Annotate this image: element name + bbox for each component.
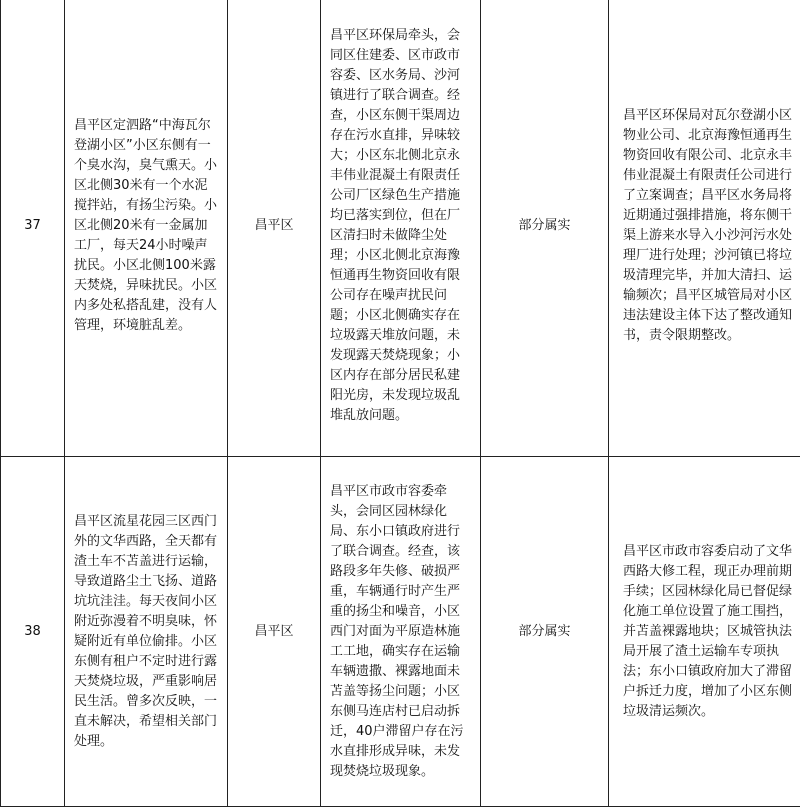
table-row [1,457,800,807]
handling-cell [609,457,800,807]
row-number [1,0,65,457]
issue-cell [65,457,228,807]
handling-text: 昌平区环保局对瓦尔登湖小区物业公司、北京海豫恒通再生物资回收有限公司、北京永丰伟业混凝土有限责任公司进行了立案调查；昌平区水务局将近期通过强排措施，将东侧干渠上游来水导入小沙河污水处理厂进行处理；沙河镇已将垃圾清理完毕，并加大清扫、运输频次；昌平区城管局对小区违法建设主体下达了整改通知书，责令限期整改。 [623,106,792,346]
status-cell [481,457,609,807]
row-number-text: 37 [24,218,41,233]
district-text: 昌平区 [254,624,293,639]
status-text: 部分属实 [518,624,570,639]
row-number-text: 38 [24,624,41,639]
issue-cell [65,0,228,457]
table-row [1,0,800,457]
investigation-text: 昌平区环保局牵头，会同区住建委、区市政市容委、区水务局、沙河镇进行了联合调查。经查，小区东侧干渠周边存在污水直排，异味较大；小区东北侧北京永丰伟业混凝土有限责任公司厂区绿色生产措施均已落实到位，但在厂区清扫时未做降尘处理；小区北侧北京海豫恒通再生物资回收有限公司存在噪声扰民问题；小区北侧确实存在垃圾露天堆放问题，未发现露天焚烧现象；小区内存在部分居民私建阳光房，未发现垃圾乱堆乱放问题。 [330,26,471,426]
status-text: 部分属实 [518,218,570,233]
issue-text: 昌平区流星花园三区西门外的文华西路，全天都有渣土车不苫盖进行运输，导致道路尘土飞扬、道路坑坑洼洼。每天夜间小区附近弥漫着不明臭味，怀疑附近有单位偷排。小区东侧有租户不定时进行露天焚烧垃圾，严重影响居民生活。曾多次反映，一直未解决，希望相关部门处理。 [74,512,218,752]
district-text: 昌平区 [254,218,293,233]
district-cell [228,0,321,457]
handling-text: 昌平区市政市容委启动了文华西路大修工程，现正办理前期手续；区园林绿化局已督促绿化施工单位设置了施工围挡，并苫盖裸露地块；区城管执法局开展了渣土运输车专项执法；东小口镇政府加大了滞留户拆迁力度，增加了小区东侧垃圾清运频次。 [623,542,792,722]
handling-cell [609,0,800,457]
issue-text: 昌平区定泗路“中海瓦尔登湖小区”小区东侧有一个臭水沟，臭气熏天。小区北侧30米有一个水泥搅拌站，有扬尘污染。小区北侧20米有一金属加工厂，每天24小时噪声扰民。小区北侧100米露天焚烧，异味扰民。小区内多处私搭乱建，没有人管理，环境脏乱差。 [74,116,218,336]
investigation-cell [321,457,481,807]
status-cell [481,0,609,457]
investigation-cell [321,0,481,457]
investigation-text: 昌平区市政市容委牵头，会同区园林绿化局、东小口镇政府进行了联合调查。经查，该路段多年失修、破损严重，车辆通行时产生严重的扬尘和噪音，小区西门对面为平原造林施工工地，确实存在运输车辆遗撒、裸露地面未苫盖等扬尘问题；小区东侧马连店村已启动拆迁，40户滞留户存在污水直排形成异味，未发现焚烧垃圾现象。 [330,482,471,782]
district-cell [228,457,321,807]
row-number [1,457,65,807]
